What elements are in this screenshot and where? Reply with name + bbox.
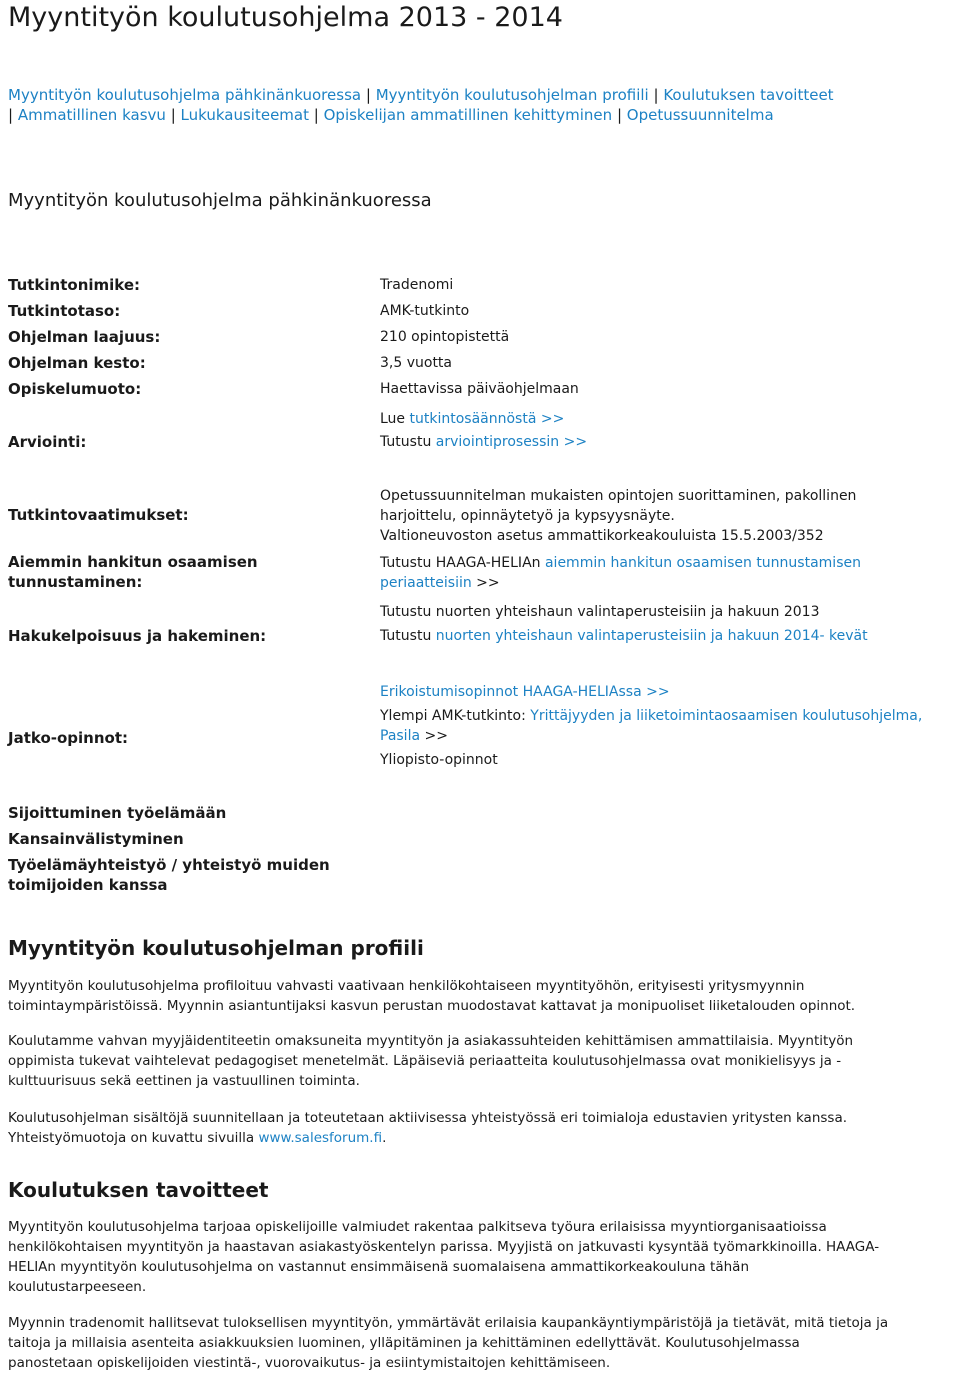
study-mode-label: Opiskelumuoto: (8, 380, 142, 398)
regulations-link[interactable]: tutkintosäännöstä (409, 411, 537, 427)
nav-separator: | (170, 106, 176, 124)
degree-title-value: Tradenomi (380, 277, 454, 293)
prior-learning-line-1: Tutustu HAAGA-HELIAn aiemmin hankitun osaamisen tunnustamisen (380, 555, 861, 571)
pasila-link[interactable]: Pasila (380, 728, 421, 744)
profile-paragraph-2: Koulutamme vahvan myyjäidentiteetin omaksuneita myyntityön ja asiakassuhteiden kehittämisen ammattilaisia. Myyntityön oppimista tukevat vaihtelevat pedagogiset menetelmät. Läpäiseviä periaatteita koulutusohjelmassa ovat monikielisyys ja - kulttuurisuus sekä eettinen ja vastuullinen toiminta. (8, 1033, 854, 1089)
degree-level-value: AMK-tutkinto (380, 303, 470, 319)
assessment-link[interactable]: arviointiprosessin (435, 434, 560, 450)
masters-program-link[interactable]: Yrittäjyyden ja liiketoimintaosaamisen koulutusohjelma, (530, 708, 923, 724)
employment-label: Sijoittuminen työelämään (8, 804, 227, 822)
nav-link-development[interactable]: Opiskelijan ammatillinen kehittyminen (323, 106, 613, 124)
program-duration-value: 3,5 vuotta (380, 355, 452, 371)
nav-separator: | (365, 86, 371, 104)
nav-separator: | (653, 86, 659, 104)
goals-paragraph-2: Myynnin tradenomit hallitsevat tuloksellisen myyntityön, ymmärtävät erilaisia kaupankäyntiympäristöjä ja tietävät, mitä tietoja ja taitoja ja millaisia asenteita asiakkuuksien luominen, ylläpitäminen ja kehittäminen edellyttävät. Koulutusohjelmassa panostetaan opiskelijoiden viestintä-, vuorovaikutus- ja esiintymistaitojen kehittämiseen. (8, 1315, 889, 1371)
prior-learning-label-1: Aiemmin hankitun osaamisen (8, 553, 258, 571)
nav-link-growth[interactable]: Ammatillinen kasvu (17, 106, 166, 124)
cooperation-label-1: Työelämäyhteistyö / yhteistyö muiden (8, 856, 330, 874)
admission-2013-line: Tutustu nuorten yhteishaun valintaperusteisiin ja hakuun 2013 (380, 604, 820, 620)
prior-learning-label-2: tunnustaminen: (8, 573, 143, 591)
requirements-line-1: Opetussuunnitelman mukaisten opintojen suorittaminen, pakollinen (380, 488, 857, 504)
masters-line-2: Pasila >> (380, 728, 448, 744)
profile-paragraph-1: Myyntityön koulutusohjelma profiloituu vahvasti vaativaan henkilökohtaiseen myyntityöhön, erityisesti yritysmyynnin toimintaympäristöissä. Myynnin asiantuntijaksi kasvun perustan muodostavat kattavat ja monipuoliset liiketalouden opinnot. (8, 978, 856, 1014)
admission-label: Hakukelpoisuus ja hakeminen: (8, 627, 267, 645)
cooperation-label-2: toimijoiden kanssa (8, 876, 168, 894)
requirements-line-2: harjoittelu, opinnäytetyö ja kypsyysnäyte. (380, 508, 675, 524)
nav-separator: | (616, 106, 623, 124)
nav-link-curriculum[interactable]: Opetussuunnitelma (626, 106, 774, 124)
requirements-line-3: Valtioneuvoston asetus ammattikorkeakouluista 15.5.2003/352 (380, 528, 824, 544)
prior-learning-link-cont[interactable]: periaatteisiin (380, 575, 472, 591)
assessment-line: Tutustu arviointiprosessin >> (380, 434, 588, 450)
specialization-studies-link[interactable]: Erikoistumisopinnot HAAGA-HELIAssa >> (380, 684, 670, 700)
nav-separator: | (8, 106, 14, 124)
program-scope-label: Ohjelman laajuus: (8, 328, 161, 346)
nav-link-themes[interactable]: Lukukausiteemat (180, 106, 309, 124)
profile-paragraph-3: Koulutusohjelman sisältöjä suunnitellaan ja toteutetaan aktiivisessa yhteistyössä eri toimialoja edustavien yritysten kanssa. Yhteistyömuotoja on kuvattu sivuilla www.salesforum.fi. (8, 1110, 848, 1146)
nav-row-2 (8, 106, 774, 124)
admission-2014-link[interactable]: nuorten yhteishaun valintaperusteisiin ja hakuun 2014- kevät (435, 628, 868, 644)
internationalization-label: Kansainvälistyminen (8, 830, 184, 848)
university-studies-line: Yliopisto-opinnot (380, 752, 498, 768)
masters-line-1: Ylempi AMK-tutkinto: Yrittäjyyden ja liiketoimintaosaamisen koulutusohjelma, (380, 708, 923, 724)
assessment-label: Arviointi: (8, 433, 87, 451)
nav-link-nutshell[interactable]: Myyntityön koulutusohjelma pähkinänkuoressa (8, 86, 362, 104)
page-title: Myyntityön koulutusohjelma 2013 - 2014 (8, 2, 563, 33)
prior-learning-line-2: periaatteisiin >> (380, 575, 500, 591)
nutshell-heading: Myyntityön koulutusohjelma pähkinänkuoressa (8, 190, 432, 211)
nav-separator: | (313, 106, 319, 124)
regulations-line: Lue tutkintosäännöstä >> (380, 411, 565, 427)
further-studies-label: Jatko-opinnot: (8, 729, 128, 747)
admission-2014-line: Tutustu nuorten yhteishaun valintaperusteisiin ja hakuun 2014- kevät (380, 628, 868, 644)
nav-link-profile[interactable]: Myyntityön koulutusohjelman profiili (375, 86, 649, 104)
degree-level-label: Tutkintotaso: (8, 302, 121, 320)
degree-title-label: Tutkintonimike: (8, 276, 141, 294)
goals-heading: Koulutuksen tavoitteet (8, 1178, 269, 1202)
requirements-label: Tutkintovaatimukset: (8, 506, 189, 524)
nav-row-1 (8, 86, 834, 104)
nav-link-goals[interactable]: Koulutuksen tavoitteet (663, 86, 834, 104)
prior-learning-link[interactable]: aiemmin hankitun osaamisen tunnustamisen (544, 555, 861, 571)
goals-paragraph-1: Myyntityön koulutusohjelma tarjoaa opiskelijoille valmiudet rakentaa palkitseva työura erilaisissa myyntiorganisaatioissa henkilökohtaisen myyntityön ja haastavan asiakastyöskentelyn parissa. Myyjistä on jatkuvasti kysyntää työmarkkinoilla. HAAGA- HELIAn myyntityön koulutusohjelma on vastannut ensimmäisenä suomalaisena ammattikorkeakouluna tähän koulutustarpeeseen. (8, 1219, 880, 1295)
program-duration-label: Ohjelman kesto: (8, 354, 146, 372)
program-scope-value: 210 opintopistettä (380, 329, 510, 345)
study-mode-value: Haettavissa päiväohjelmaan (380, 381, 579, 397)
salesforum-link[interactable]: www.salesforum.fi (258, 1130, 383, 1146)
profile-heading: Myyntityön koulutusohjelman profiili (8, 936, 424, 960)
